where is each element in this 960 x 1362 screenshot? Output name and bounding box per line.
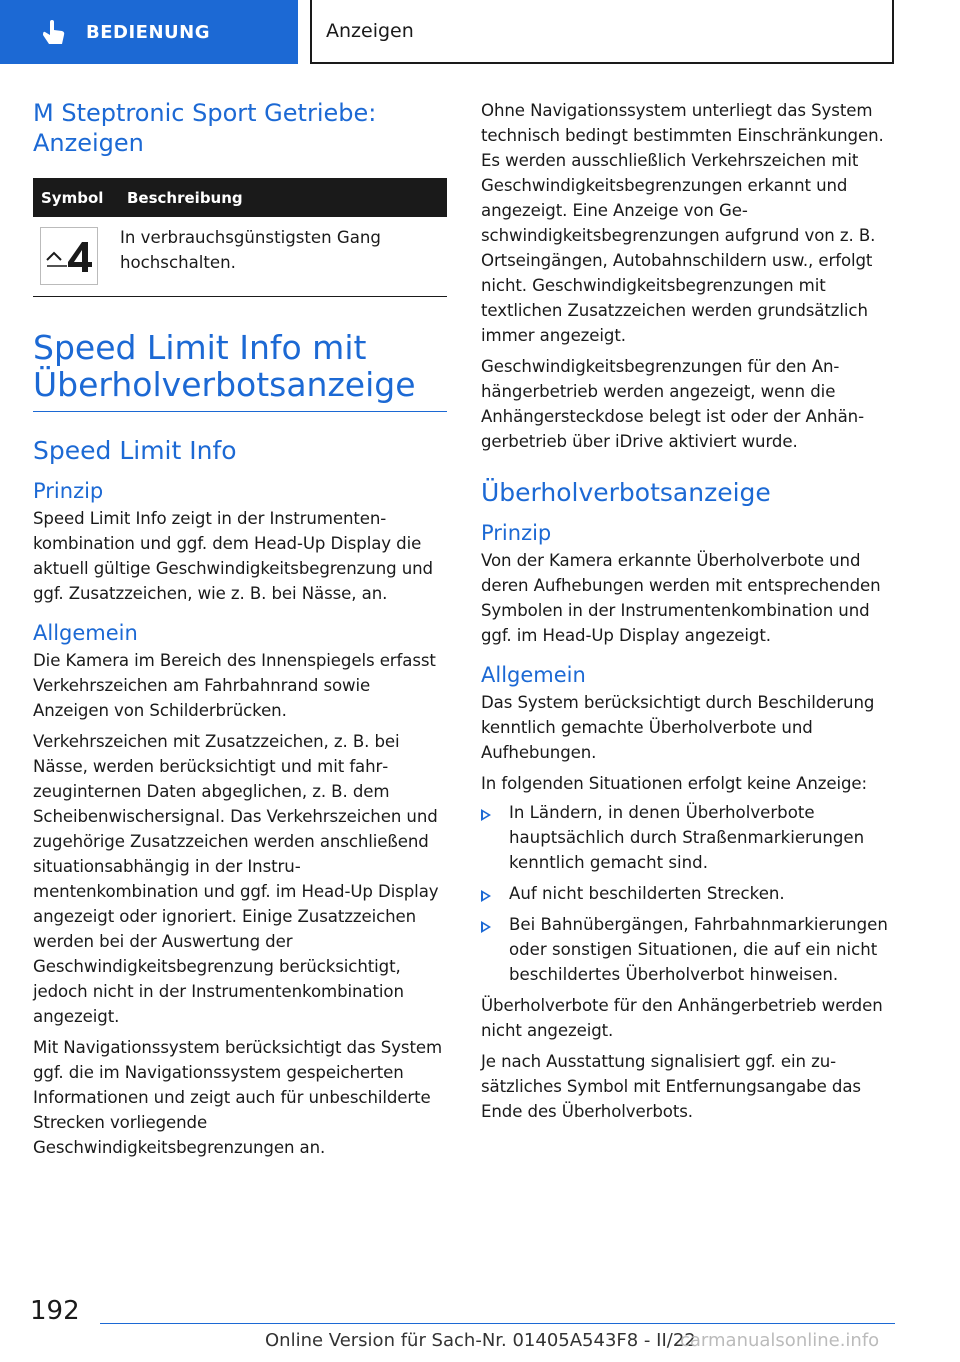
table-header-symbol: Symbol [33, 178, 119, 217]
table-header-description: Beschreibung [119, 178, 447, 217]
speed-limit-main-heading: Speed Limit Info mit Überholverbotsanzeige [33, 328, 416, 404]
prinzip-heading-2: Prinzip [481, 521, 552, 545]
anhaenger-ueberholverbot-paragraph: Überholverbote für den Anhängerbetrieb werden nicht angezeigt. [481, 996, 883, 1040]
allgemein-paragraph-3: Mit Navigationssystem berücksichtigt das System ggf. die im Navigationssystem gespeicherten Informationen und zeigt auch für unbeschilderte Strecken vorliegende Geschwindigkeitsbegrenzungen an. [33, 1038, 443, 1157]
page-number: 192 [30, 1296, 80, 1326]
symbol-table [33, 178, 447, 297]
table-cell-description: In verbrauchsgünstigsten Gang hochschalten. [119, 217, 447, 297]
section-tab [0, 0, 298, 64]
hand-pointer-icon [38, 17, 68, 47]
chapter-title: Anzeigen [326, 20, 414, 42]
allgemein-heading-2: Allgemein [481, 663, 586, 687]
triangle-bullet-icon [481, 809, 491, 821]
online-version-text: Online Version für Sach-Nr. 01405A543F8 - II/22 [265, 1330, 696, 1351]
anhaenger-paragraph: Geschwindigkeitsbegrenzungen für den Anhängerbetrieb werden angezeigt, wenn die Anhängersteckdose belegt ist oder der Anhängerbetrieb über iDrive aktiviert wurde. [481, 357, 865, 451]
prinzip-paragraph-2: Von der Kamera erkannte Überholverbote und deren Aufhebungen werden mit entsprechenden Symbolen in der Instrumentenkombination und ggf. im Head-Up Display angezeigt. [481, 551, 881, 645]
ohne-navigation-paragraph: Ohne Navigationssystem unterliegt das System technisch bedingt bestimmten Einschränkungen. Es werden ausschließlich Verkehrszeichen mit Geschwindigkeitsbegrenzungen erkannt und angezeigt. Eine Anzeige von Geschwindigkeitsbegrenzungen aufgrund von z. B. Ortseingängen, Autobahnschildern usw., erfolgt nicht. Geschwindigkeitsbegrenzungen mit textlichen Zusatzzeichen werden grundsätzlich immer angezeigt. [481, 101, 884, 345]
table-cell-symbol [33, 217, 119, 297]
chapter-header [310, 0, 894, 64]
speed-limit-info-heading: Speed Limit Info [33, 436, 237, 465]
ausstattung-paragraph: Je nach Ausstattung signalisiert ggf. ein zusätzliches Symbol mit Entfernungsangabe das Ende des Überholverbots. [481, 1052, 861, 1121]
triangle-bullet-icon [481, 921, 491, 933]
list-item: In Ländern, in denen Überholverbote hauptsächlich durch Straßenmarkierungen kenntlich gemacht sind. [481, 800, 895, 875]
allgemein-paragraph-1: Die Kamera im Bereich des Innenspiegels erfasst Verkehrszeichen am Fahrbahnrand sowie Anzeigen von Schilderbrücken. [33, 651, 436, 720]
section-label: BEDIENUNG [86, 21, 210, 43]
prinzip-paragraph: Speed Limit Info zeigt in der Instrumentenkombination und ggf. dem Head-Up Display die aktuell gültige Geschwindigkeitsbegrenzung und ggf. Zusatzzeichen, wie z. B. bei Nässe, an. [33, 509, 433, 603]
ueberholverbot-heading: Überholverbotsanzeige [481, 478, 771, 507]
allgemein-paragraph-2-1: Das System berücksichtigt durch Beschilderung kenntlich gemachte Überholverbote und Aufhebungen. [481, 693, 875, 762]
steptronic-title: M Steptronic Sport Getriebe: Anzeigen [33, 99, 377, 157]
allgemein-paragraph-2-2: In folgenden Situationen erfolgt keine Anzeige: [481, 774, 868, 793]
allgemein-heading: Allgemein [33, 621, 138, 645]
watermark: carmanualsonline.info [680, 1330, 880, 1351]
list-item: Bei Bahnübergängen, Fahrbahnmarkierungen oder sonstigen Situationen, die auf ein nicht beschildertes Überholverbot hinweisen. [481, 912, 895, 987]
triangle-bullet-icon [481, 890, 491, 902]
right-column [481, 98, 895, 1124]
situations-list [481, 800, 895, 987]
list-item: Auf nicht beschilderten Strecken. [481, 881, 895, 906]
heading-divider [33, 411, 447, 412]
allgemein-paragraph-2: Verkehrszeichen mit Zusatzzeichen, z. B. bei Nässe, werden berücksichtigt und mit fahrzeuginternen Daten abgeglichen, z. B. dem Scheibenwischersignal. Das Verkehrszeichen und zugehörige Zusatzzeichen werden anschließend situationsabhängig in der Instrumentenkombination und ggf. im Head-Up Display angezeigt oder ignoriert. Einige Zusatzzeichen werden bei der Auswertung der Geschwindigkeitsbegrenzung berücksichtigt, jedoch nicht in der Instrumentenkombination angezeigt. [33, 732, 439, 1026]
footer-divider [100, 1323, 895, 1324]
left-column [33, 98, 447, 1160]
prinzip-heading: Prinzip [33, 479, 104, 503]
upshift-gear-4-icon [40, 227, 98, 285]
table-row [33, 217, 447, 297]
